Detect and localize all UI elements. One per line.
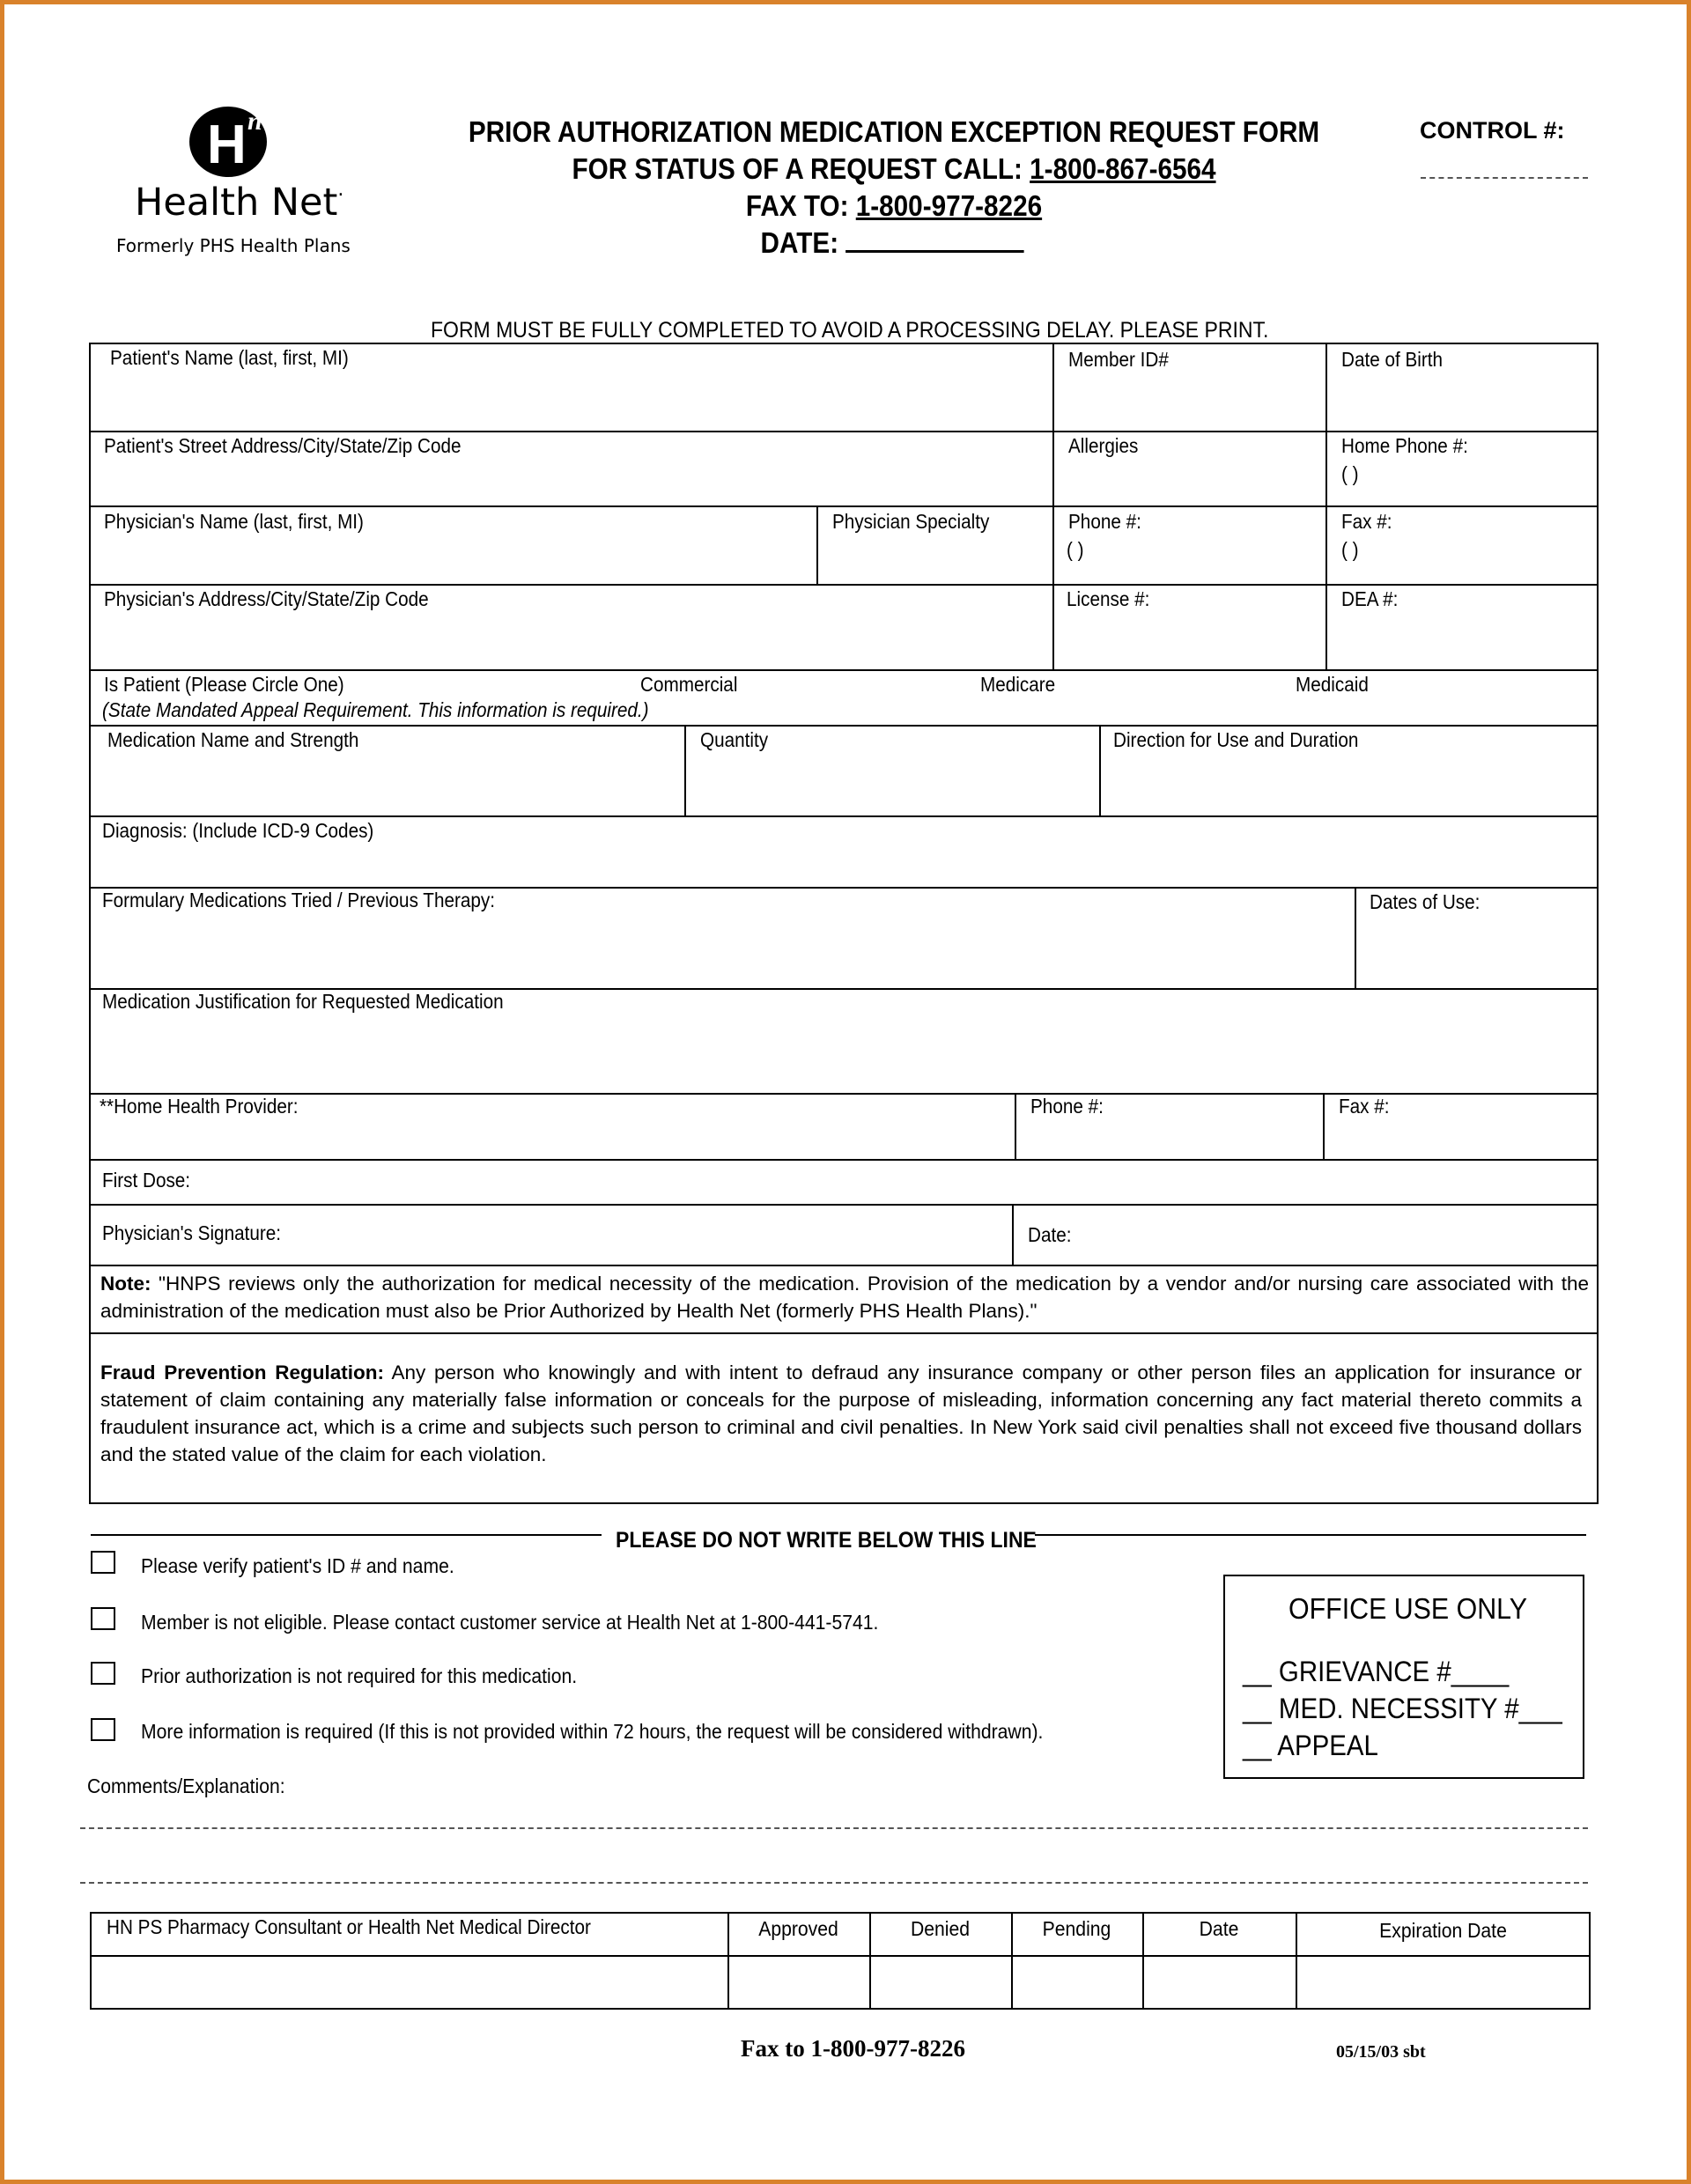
table-header-approved: Approved bbox=[758, 1917, 838, 1940]
dates-of-use-field[interactable]: Dates of Use: bbox=[1370, 890, 1481, 913]
medication-name-field[interactable]: Medication Name and Strength bbox=[107, 728, 359, 751]
comments-label: Comments/Explanation: bbox=[87, 1774, 285, 1797]
logo-mark-letter: H bbox=[207, 114, 247, 175]
not-eligible-checkbox[interactable] bbox=[91, 1607, 115, 1630]
table-header-reviewer: HN PS Pharmacy Consultant or Health Net Medical Director bbox=[107, 1915, 591, 1938]
physician-address-field[interactable]: Physician's Address/City/State/Zip Code bbox=[104, 587, 429, 610]
home-health-phone-field[interactable]: Phone #: bbox=[1030, 1095, 1104, 1118]
fax-line: FAX TO: 1-800-977-8226 bbox=[745, 189, 1043, 222]
verify-id-checkbox[interactable] bbox=[91, 1551, 115, 1574]
grievance-row[interactable]: __ GRIEVANCE #____ bbox=[1243, 1656, 1510, 1687]
divider bbox=[89, 584, 1599, 586]
divider bbox=[89, 815, 1599, 817]
note-label: Note: bbox=[100, 1273, 151, 1295]
divider bbox=[89, 1265, 1599, 1266]
physician-name-field[interactable]: Physician's Name (last, first, MI) bbox=[104, 510, 364, 533]
allergies-field[interactable]: Allergies bbox=[1068, 434, 1139, 457]
comments-line-1[interactable] bbox=[80, 1827, 1588, 1829]
fraud-text: Any person who knowingly and with intent to defraud any insurance company or other person files an application for insurance or statement of claim containing any materially false information or conceals for the purpose of misleading, information concerning any fact material thereto commits a fraudulent insurance act, which is a crime and subjects such person to criminal and civil penalties. In New York said civil penalties shall not exceed five thousand dollars and the stated value of the claim for each violation. bbox=[100, 1361, 1582, 1465]
logo-mark-sup: n bbox=[247, 107, 262, 136]
divider bbox=[89, 1159, 1599, 1161]
control-field[interactable] bbox=[1421, 177, 1588, 179]
divider bbox=[89, 669, 1599, 671]
divider bbox=[1012, 1204, 1014, 1265]
date-field[interactable] bbox=[846, 225, 1024, 253]
fax-number: 1-800-977-8226 bbox=[855, 189, 1043, 222]
dea-field[interactable]: DEA #: bbox=[1341, 587, 1399, 610]
physician-fax-parens: ( ) bbox=[1341, 538, 1359, 561]
do-not-write-heading: PLEASE DO NOT WRITE BELOW THIS LINE bbox=[616, 1528, 1037, 1553]
divider bbox=[1355, 887, 1356, 988]
form-title: PRIOR AUTHORIZATION MEDICATION EXCEPTION REQUEST FORM bbox=[468, 115, 1320, 148]
logo-brand: Health Net· bbox=[135, 181, 344, 225]
table-header-expiration: Expiration Date bbox=[1379, 1919, 1507, 1942]
patient-name-field[interactable]: Patient's Name (last, first, MI) bbox=[110, 346, 349, 369]
home-health-fax-field[interactable]: Fax #: bbox=[1339, 1095, 1390, 1118]
first-dose-field[interactable]: First Dose: bbox=[102, 1169, 191, 1192]
divider bbox=[1296, 1912, 1297, 2010]
comments-line-2[interactable] bbox=[80, 1882, 1588, 1884]
diagnosis-field[interactable]: Diagnosis: (Include ICD-9 Codes) bbox=[102, 819, 374, 842]
divider bbox=[1011, 1912, 1013, 2010]
divider bbox=[89, 1332, 1599, 1334]
physician-fax-field[interactable]: Fax #: bbox=[1341, 510, 1392, 533]
commercial-option[interactable]: Commercial bbox=[640, 673, 738, 696]
direction-field[interactable]: Direction for Use and Duration bbox=[1113, 728, 1359, 751]
med-necessity-row[interactable]: __ MED. NECESSITY #___ bbox=[1243, 1693, 1562, 1724]
divider bbox=[89, 431, 1599, 432]
license-field[interactable]: License #: bbox=[1067, 587, 1150, 610]
date-line: DATE: bbox=[439, 225, 1346, 262]
form-title-block bbox=[442, 114, 1346, 262]
footer-fax: Fax to 1-800-977-8226 bbox=[741, 2035, 965, 2062]
more-info-checkbox[interactable] bbox=[91, 1718, 115, 1741]
office-use-title: OFFICE USE ONLY bbox=[1289, 1592, 1528, 1625]
divider bbox=[869, 1912, 871, 2010]
logo-trademark: · bbox=[337, 184, 344, 207]
quantity-field[interactable]: Quantity bbox=[700, 728, 769, 751]
home-health-field[interactable]: **Home Health Provider: bbox=[100, 1095, 299, 1118]
state-mandated-note: (State Mandated Appeal Requirement. This information is required.) bbox=[102, 698, 649, 721]
separator-line bbox=[1035, 1534, 1586, 1536]
divider bbox=[1142, 1912, 1144, 2010]
logo-tagline: Formerly PHS Health Plans bbox=[116, 235, 351, 256]
divider bbox=[1323, 1093, 1325, 1159]
more-info-label: More information is required (If this is not provided within 72 hours, the request will be considered withdrawn). bbox=[141, 1720, 1044, 1743]
separator-line bbox=[91, 1534, 602, 1536]
table-header-date: Date bbox=[1199, 1917, 1239, 1940]
status-phone: 1-800-867-6564 bbox=[1030, 152, 1216, 185]
patient-address-field[interactable]: Patient's Street Address/City/State/Zip Code bbox=[104, 434, 462, 457]
control-label: CONTROL #: bbox=[1420, 117, 1565, 144]
health-net-logo-icon bbox=[181, 100, 277, 179]
footer-code: 05/15/03 sbt bbox=[1336, 2042, 1426, 2062]
office-use-box bbox=[1223, 1575, 1584, 1779]
member-id-field[interactable]: Member ID# bbox=[1068, 348, 1169, 371]
instruction-text: FORM MUST BE FULLY COMPLETED TO AVOID A PROCESSING DELAY. PLEASE PRINT. bbox=[431, 318, 1269, 343]
divider bbox=[90, 1955, 1591, 1957]
home-phone-parens: ( ) bbox=[1341, 462, 1359, 485]
medicare-option[interactable]: Medicare bbox=[980, 673, 1056, 696]
divider bbox=[1015, 1093, 1016, 1159]
table-header-pending: Pending bbox=[1042, 1917, 1111, 1940]
physician-phone-field[interactable]: Phone #: bbox=[1068, 510, 1141, 533]
physician-specialty-field[interactable]: Physician Specialty bbox=[832, 510, 990, 533]
note-paragraph bbox=[100, 1270, 1589, 1324]
divider bbox=[684, 725, 686, 815]
signature-field[interactable]: Physician's Signature: bbox=[102, 1221, 282, 1244]
not-eligible-label: Member is not eligible. Please contact customer service at Health Net at 1-800-441-5741. bbox=[141, 1611, 879, 1634]
appeal-row[interactable]: __ APPEAL bbox=[1243, 1730, 1378, 1761]
fraud-paragraph bbox=[100, 1359, 1582, 1468]
divider bbox=[89, 505, 1599, 507]
divider bbox=[727, 1912, 729, 2010]
is-patient-label: Is Patient (Please Circle One) bbox=[104, 673, 344, 696]
divider bbox=[1099, 725, 1101, 815]
divider bbox=[89, 725, 1599, 727]
justification-field[interactable]: Medication Justification for Requested Medication bbox=[102, 990, 504, 1013]
verify-id-label: Please verify patient's ID # and name. bbox=[141, 1554, 454, 1577]
fraud-label: Fraud Prevention Regulation: bbox=[100, 1361, 384, 1383]
divider bbox=[89, 1204, 1599, 1206]
formulary-field[interactable]: Formulary Medications Tried / Previous Therapy: bbox=[102, 889, 495, 911]
not-required-checkbox[interactable] bbox=[91, 1662, 115, 1685]
note-text: "HNPS reviews only the authorization for medical necessity of the medication. Provision of the medication by a vendor and/or nursing care associated with the administration of the medication must also be Prior Authorized by Health Net (formerly PHS Health Plans)." bbox=[100, 1273, 1589, 1322]
divider bbox=[816, 505, 818, 584]
signature-date-field[interactable]: Date: bbox=[1028, 1223, 1072, 1246]
not-required-label: Prior authorization is not required for this medication. bbox=[141, 1664, 578, 1687]
dob-field[interactable]: Date of Birth bbox=[1341, 348, 1444, 371]
status-line: FOR STATUS OF A REQUEST CALL: 1-800-867-6564 bbox=[572, 152, 1216, 185]
home-phone-field[interactable]: Home Phone #: bbox=[1341, 434, 1468, 457]
table-header-denied: Denied bbox=[910, 1917, 971, 1940]
medicaid-option[interactable]: Medicaid bbox=[1296, 673, 1369, 696]
physician-phone-parens: ( ) bbox=[1067, 538, 1084, 561]
